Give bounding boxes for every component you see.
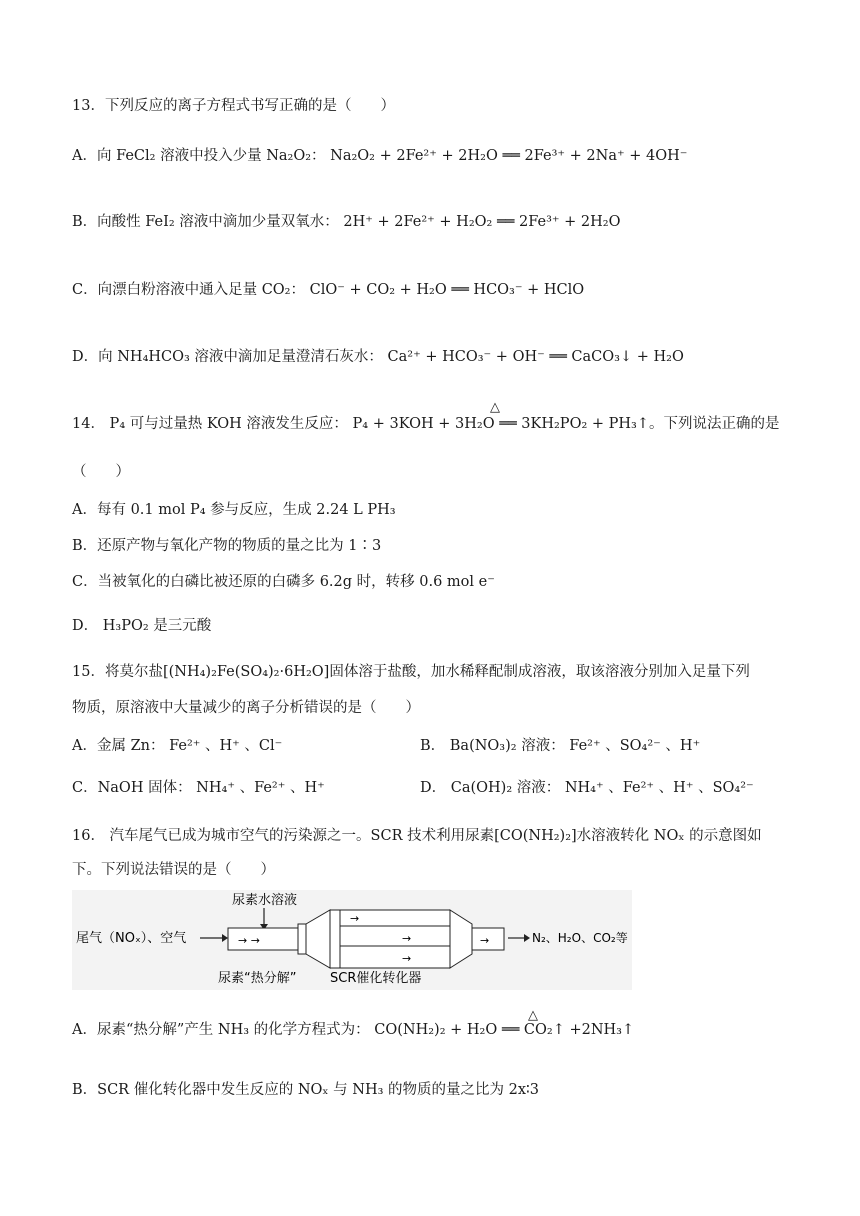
- diagram-decomp-label: 尿素“热分解”: [218, 971, 297, 986]
- q13-option-b: B．向酸性 FeI₂ 溶液中滴加少量双氧水： 2H⁺ + 2Fe²⁺ + H₂O₂ ══ 2Fe³⁺ + 2H₂O: [72, 214, 621, 230]
- diagram-input-label: 尾气（NOₓ）、空气: [76, 931, 187, 946]
- scr-diagram: [72, 890, 632, 990]
- q15-option-c: C．NaOH 固体： NH₄⁺ 、Fe²⁺ 、H⁺: [72, 780, 325, 796]
- q14-stem: 14． P₄ 可与过量热 KOH 溶液发生反应： P₄ + 3KOH + 3H₂O ══ 3KH₂PO₂ + PH₃↑。下列说法正确的是: [72, 416, 780, 432]
- pipe-arrows: → →: [238, 934, 260, 947]
- q15-option-d: D． Ca(OH)₂ 溶液： NH₄⁺ 、Fe²⁺ 、H⁺ 、SO₄²⁻: [420, 780, 754, 796]
- inlet-section: [330, 910, 340, 968]
- q13-option-c: C．向漂白粉溶液中通入足量 CO₂： ClO⁻ + CO₂ + H₂O ══ HCO₃⁻ + HClO: [72, 282, 585, 298]
- converter-arrow-2: →: [402, 932, 412, 945]
- converter-arrow-1: →: [350, 912, 360, 925]
- q15-option-a: A．金属 Zn： Fe²⁺ 、H⁺ 、Cl⁻: [72, 738, 283, 754]
- q14-option-d: D． H₃PO₂ 是三元酸: [72, 618, 212, 634]
- q13-stem: 13．下列反应的离子方程式书写正确的是（ ）: [72, 98, 395, 114]
- q13-option-a: A．向 FeCl₂ 溶液中投入少量 Na₂O₂： Na₂O₂ + 2Fe²⁺ + 2H₂O ══ 2Fe³⁺ + 2Na⁺ + 4OH⁻: [72, 148, 688, 164]
- q15-option-b: B． Ba(NO₃)₂ 溶液： Fe²⁺ 、SO₄²⁻ 、H⁺: [420, 738, 701, 754]
- q14-option-b: B．还原产物与氧化产物的物质的量之比为 1∶3: [72, 538, 382, 554]
- q16-stem-line2: 下。下列说法错误的是（ ）: [72, 862, 275, 878]
- q14-answer-paren: （ ）: [72, 464, 130, 480]
- diagram-scr-label: SCR催化转化器: [330, 971, 422, 986]
- q15-stem-line1: 15．将莫尔盐[(NH₄)₂Fe(SO₄)₂·6H₂O]固体溶于盐酸，加水稀释配制成溶液，取该溶液分别加入足量下列: [72, 664, 750, 680]
- q14-option-a: A．每有 0.1 mol P₄ 参与反应，生成 2.24 L PH₃: [72, 502, 396, 518]
- converter-arrow-3: →: [402, 952, 412, 965]
- q14-option-c: C．当被氧化的白磷比被还原的白磷多 6.2g 时，转移 0.6 mol e⁻: [72, 574, 495, 590]
- q16-heat-symbol: △: [528, 1008, 538, 1023]
- q16-stem-line1: 16． 汽车尾气已成为城市空气的污染源之一。SCR 技术利用尿素[CO(NH₂)₂]水溶液转化 NOₓ 的示意图如: [72, 828, 762, 844]
- diagram-urea-label: 尿素水溶液: [232, 893, 298, 908]
- q16-option-b: B．SCR 催化转化器中发生反应的 NOₓ 与 NH₃ 的物质的量之比为 2x∶3: [72, 1082, 540, 1098]
- q16-option-a: A．尿素“热分解”产生 NH₃ 的化学方程式为： CO(NH₂)₂ + H₂O ══ CO₂↑ +2NH₃↑: [72, 1022, 635, 1038]
- diagram-output-label: N₂、H₂O、CO₂等: [532, 931, 628, 945]
- q15-stem-line2: 物质，原溶液中大量减少的离子分析错误的是（ ）: [72, 700, 420, 716]
- q14-heat-symbol: △: [490, 400, 500, 415]
- flange-left: [298, 924, 306, 954]
- outlet-arrow: →: [480, 934, 490, 947]
- q13-option-d: D．向 NH₄HCO₃ 溶液中滴加足量澄清石灰水： Ca²⁺ + HCO₃⁻ + OH⁻ ══ CaCO₃↓ + H₂O: [72, 349, 684, 365]
